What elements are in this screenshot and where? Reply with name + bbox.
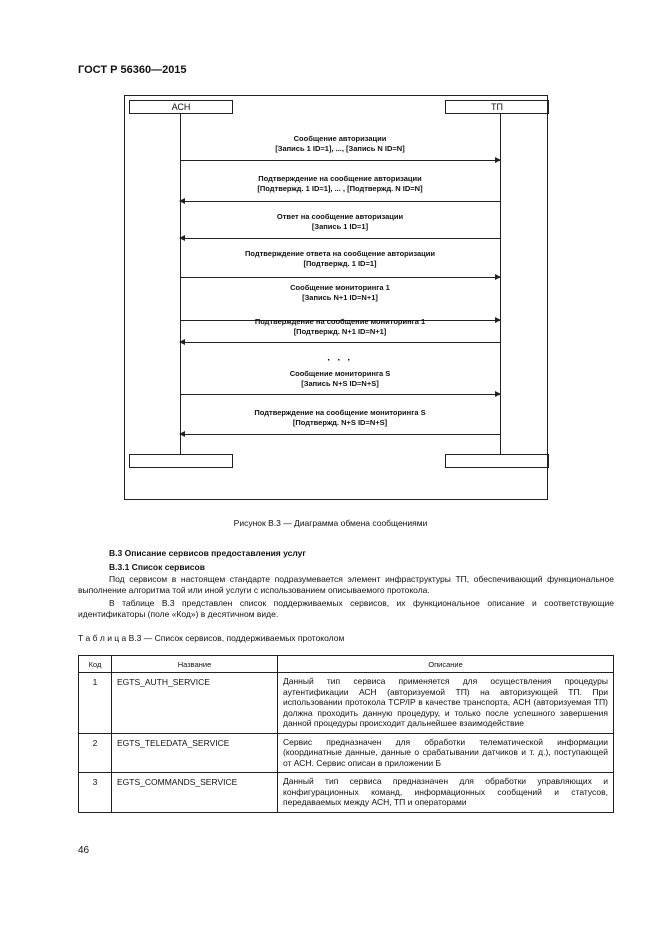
table-row	[79, 673, 614, 734]
message-label: Сообщение авторизации	[293, 134, 387, 143]
arrow-head-icon	[179, 198, 185, 204]
party-tp-bottom-box	[445, 454, 549, 468]
message-5	[180, 283, 500, 303]
message-records: [Запись 1 ID=1], ..., [Запись N ID=N]	[275, 144, 405, 153]
cell-code: 1	[79, 673, 112, 734]
cell-description: Сервис предназначен для обработки телематической информации (координатные данные, данные о срабатывании датчиков и т. д.), поступающей от АСН. Сервис описан в приложении Б	[278, 733, 614, 773]
lifeline-tp	[500, 114, 501, 454]
message-records: [Подтвержд. 1 ID=1], ... , [Подтвержд. N ID=N]	[257, 184, 423, 193]
arrow-line	[180, 238, 500, 239]
message-6	[180, 317, 500, 337]
arrow-head-icon	[179, 235, 185, 241]
message-records: [Запись 1 ID=1]	[311, 222, 369, 231]
message-records: [Запись N+1 ID=N+1]	[302, 293, 378, 302]
message-label: Сообщение мониторинга 1	[290, 283, 390, 292]
cell-name: EGTS_TELEDATA_SERVICE	[112, 733, 278, 773]
subsection-title: В.3.1 Список сервисов	[109, 562, 205, 572]
arrow-line	[180, 434, 500, 435]
continuation-dots: · · ·	[327, 355, 353, 366]
arrow-head-icon	[495, 391, 501, 397]
cell-code: 2	[79, 733, 112, 773]
message-records: [Запись N+S ID=N+S]	[301, 379, 379, 388]
header-description: Описание	[278, 656, 614, 673]
arrow-line	[180, 394, 500, 395]
arrow-head-icon	[179, 339, 185, 345]
table-header-row	[79, 656, 614, 673]
party-ash-box: АСН	[129, 100, 233, 114]
message-label: Подтверждение ответа на сообщение авторизации	[244, 249, 435, 258]
message-1	[180, 134, 500, 154]
message-3	[180, 212, 500, 232]
message-label: Подтверждение на сообщение мониторинга 1	[254, 317, 426, 326]
services-table	[78, 655, 614, 813]
sequence-diagram	[124, 95, 548, 500]
table-title: Т а б л и ц а В.3 — Список сервисов, поддерживаемых протоколом	[78, 633, 345, 643]
document-header: ГОСТ Р 56360—2015	[78, 64, 187, 76]
header-code: Код	[79, 656, 112, 673]
table-row	[79, 733, 614, 773]
header-name: Название	[112, 656, 278, 673]
arrow-line	[180, 201, 500, 202]
message-label: Подтверждение на сообщение мониторинга S	[254, 408, 426, 417]
message-label: Ответ на сообщение авторизации	[276, 212, 404, 221]
message-8	[180, 408, 500, 428]
paragraph-1	[78, 574, 614, 596]
paragraph-1-text: Под сервисом в настоящем стандарте подразумевается элемент инфраструктуры ТП, обеспечивающий функциональное выполнение алгоритма той или иной услуги с использованием описываемого протокола.	[78, 574, 614, 595]
page-number: 46	[78, 845, 90, 856]
figure-caption: Рисунок В.3 — Диаграмма обмена сообщениями	[233, 518, 428, 528]
message-7	[180, 355, 500, 389]
arrow-head-icon	[179, 431, 185, 437]
paragraph-2	[78, 598, 614, 620]
paragraph-2-text: В таблице В.3 представлен список поддерживаемых сервисов, их функциональное описание и соответствующие идентификаторы (поле «Код») в десятичном виде.	[78, 598, 614, 619]
arrow-head-icon	[495, 274, 501, 280]
cell-description: Данный тип сервиса предназначен для обработки управляющих и конфигурационных команд, информационных сообщений и статусов, передаваемых между АСН, ТП и операторами	[278, 773, 614, 813]
arrow-line	[180, 342, 500, 343]
cell-name: EGTS_AUTH_SERVICE	[112, 673, 278, 734]
message-4	[180, 249, 500, 269]
arrow-head-icon	[495, 157, 501, 163]
party-ash-bottom-box	[129, 454, 233, 468]
message-records: [Подтвержд. N+1 ID=N+1]	[293, 327, 387, 336]
message-records: [Подтвержд. 1 ID=1]	[303, 259, 377, 268]
message-label: Сообщение мониторинга S	[289, 369, 391, 378]
cell-description: Данный тип сервиса применяется для осуществления процедуры аутентификации АСН (авторизуемой ТП) на авторизующей ТП. При использовании протокола TCP/IP в качестве транспорта, АСН (авторизуемая ТП) должна проходить данную процедуру, и только после успешного завершения данной процедуры происходит дальнейшее взаимодействие	[278, 673, 614, 734]
party-tp-box: ТП	[445, 100, 549, 114]
arrow-line	[180, 160, 500, 161]
message-records: [Подтвержд. N+S ID=N+S]	[292, 418, 388, 427]
message-label: Подтверждение на сообщение авторизации	[258, 174, 422, 183]
cell-name: EGTS_COMMANDS_SERVICE	[112, 773, 278, 813]
arrow-line	[180, 277, 500, 278]
cell-code: 3	[79, 773, 112, 813]
section-title: В.3 Описание сервисов предоставления услуг	[109, 548, 306, 558]
table-row	[79, 773, 614, 813]
message-2	[180, 174, 500, 194]
